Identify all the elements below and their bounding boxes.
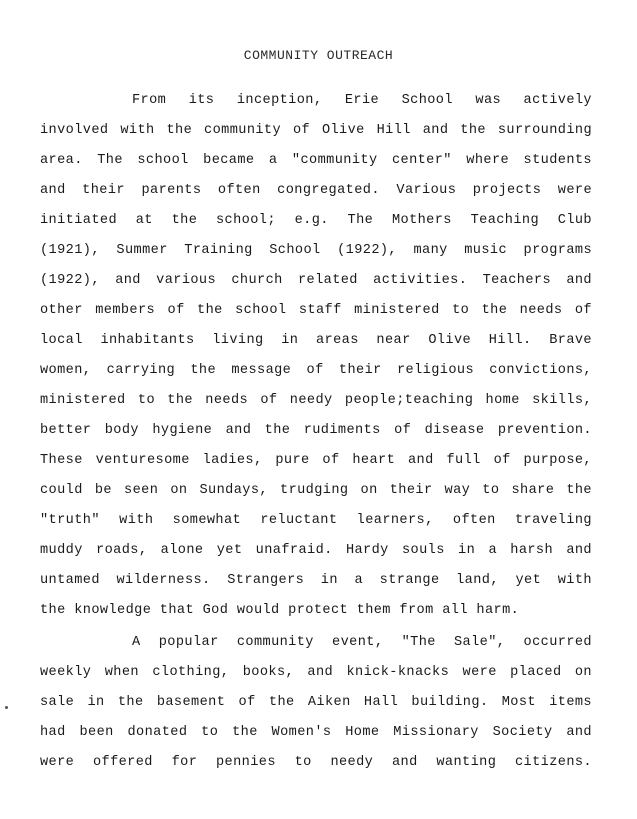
text-line: (1921), Summer Training School (1922), many music programs bbox=[40, 243, 592, 258]
text-line: initiated at the school; e.g. The Mothers Teaching Club bbox=[40, 213, 592, 228]
text-line: women, carrying the message of their religious convictions, bbox=[40, 363, 592, 378]
text-line: had been donated to the Women's Home Missionary Society and bbox=[40, 725, 592, 740]
text-line: From its inception, Erie School was actively bbox=[132, 93, 592, 108]
text-line: were offered for pennies to needy and wanting citizens. bbox=[40, 755, 592, 770]
text-line: area. The school became a "community center" where students bbox=[40, 153, 592, 168]
text-line: A popular community event, "The Sale", occurred bbox=[132, 635, 592, 650]
text-line: muddy roads, alone yet unafraid. Hardy souls in a harsh and bbox=[40, 543, 592, 558]
text-line: and their parents often congregated. Various projects were bbox=[40, 183, 592, 198]
text-line: ministered to the needs of needy people;teaching home skills, bbox=[40, 393, 592, 408]
text-line: could be seen on Sundays, trudging on their way to share the bbox=[40, 483, 592, 498]
text-line: involved with the community of Olive Hill and the surrounding bbox=[40, 123, 592, 138]
text-line: "truth" with somewhat reluctant learners, often traveling bbox=[40, 513, 592, 528]
text-line: sale in the basement of the Aiken Hall building. Most items bbox=[40, 695, 592, 710]
text-line: local inhabitants living in areas near Olive Hill. Brave bbox=[40, 333, 592, 348]
text-line: other members of the school staff ministered to the needs of bbox=[40, 303, 592, 318]
text-line: (1922), and various church related activities. Teachers and bbox=[40, 273, 592, 288]
text-line: the knowledge that God would protect them from all harm. bbox=[40, 603, 520, 618]
text-line: weekly when clothing, books, and knick-knacks were placed on bbox=[40, 665, 592, 680]
page-title: COMMUNITY OUTREACH bbox=[243, 48, 394, 63]
text-line: untamed wilderness. Strangers in a strange land, yet with bbox=[40, 573, 592, 588]
text-line: These venturesome ladies, pure of heart and full of purpose, bbox=[40, 453, 592, 468]
text-line: better body hygiene and the rudiments of disease prevention. bbox=[40, 423, 592, 438]
scan-artifact-dot bbox=[5, 706, 8, 709]
